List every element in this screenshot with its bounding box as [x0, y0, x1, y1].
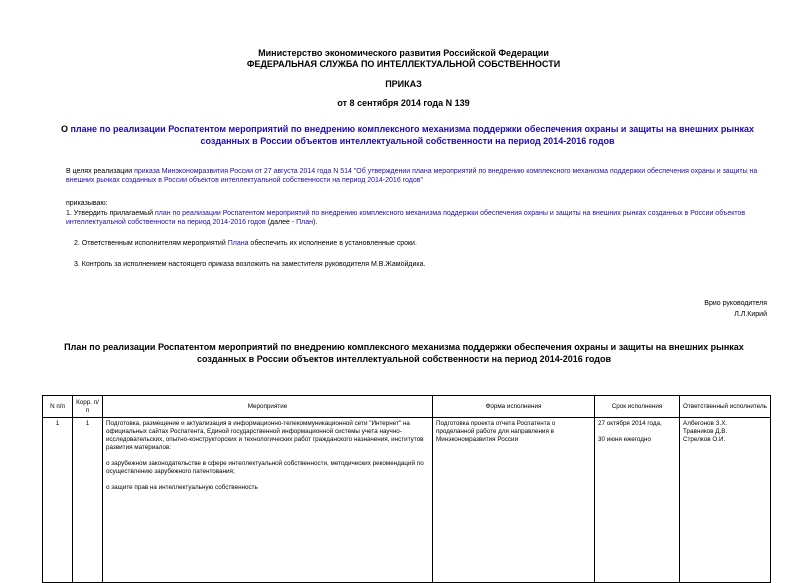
plan-table [42, 395, 771, 583]
cell-form: Подготовка проекта отчета Роспатента о проделанной работе для направления в Минэкономразвития России [433, 418, 595, 583]
item-2 [74, 239, 417, 248]
cell-n: 1 [43, 418, 73, 583]
item-1-plan-link[interactable]: план по реализации Роспатентом мероприятий по внедрению комплексного механизма поддержки обеспечения охраны и защиты на внешних рынках созданных в России объектов интеллектуальной собственности на период 2014-2016 годов [66, 210, 746, 226]
order-title-prefix: О [60, 124, 71, 134]
col-header-responsible: Ответственный исполнитель [680, 396, 771, 418]
activity-main: Подготовка, размещение и актуализация в информационно-телекоммуникационной сети "Интернет" на официальных сайтах Роспатента, Единой государственной информационной системы учета научно-исследовательских, опытно-конструкторских и технологических работ гражданского назначения, институтов развития материалов: [106, 420, 424, 451]
plan-title: План по реализации Роспатентом мероприятий по внедрению комплексного механизма поддержки обеспечения охраны и защиты на внешних рынках созданных в России объектов интеллектуальной собственности на период 2014-2016 годов [64, 342, 744, 364]
col-header-activity: Мероприятие [103, 396, 433, 418]
signature-role: Врио руководителя [704, 300, 767, 307]
ministry-name: Министерство экономического развития Российской Федерации [258, 48, 549, 58]
order-title-link[interactable]: плане по реализации Роспатентом мероприятий по внедрению комплексного механизма поддержки обеспечения охраны и защиты на внешних рынках созданных в России объектов интеллектуальной собственности на период 2014-2016 годов [70, 124, 755, 146]
doc-type: ПРИКАЗ [385, 79, 422, 89]
responsible-2: Травников Д.В. [683, 428, 728, 435]
responsible-3: Стрелков О.И. [683, 436, 726, 443]
item-1-mid: (далее - [265, 219, 297, 226]
term-2: 30 июня ежегодно [598, 436, 651, 443]
item-2-plan-link[interactable]: Плана [227, 240, 249, 247]
activity-sub-1: о зарубежном законодательстве в сфере интеллектуальной собственности, методических рекомендаций по осуществлению зарубежного патентования; [106, 460, 424, 475]
term-1: 27 октября 2014 года, [598, 420, 662, 427]
order-word: приказываю: [66, 200, 108, 207]
preamble-prefix: В целях реализации [66, 168, 135, 175]
col-header-corr: Корр. п/п [73, 396, 103, 418]
responsible-1: Албегонов З.Х. [683, 420, 728, 427]
signature-name: Л.Л.Кирий [734, 311, 767, 318]
item-2-prefix: 2. Ответственным исполнителям мероприятий [74, 240, 228, 247]
table-row [43, 418, 771, 583]
col-header-term: Срок исполнения [595, 396, 680, 418]
table-header-row [43, 396, 771, 418]
item-2-suffix: обеспечить их исполнение в установленные сроки. [248, 240, 417, 247]
cell-corr: 1 [73, 418, 103, 583]
order-title [50, 124, 765, 147]
cell-term [595, 418, 680, 583]
service-name: ФЕДЕРАЛЬНАЯ СЛУЖБА ПО ИНТЕЛЛЕКТУАЛЬНОЙ СОБСТВЕННОСТИ [246, 59, 561, 69]
preamble-link[interactable]: приказа Минэкономразвития России от 27 августа 2014 года N 514 "Об утверждении плана мероприятий по внедрению комплексного механизма поддержки обеспечения охраны и защиты на внешних рынках созданных в России объектов интеллектуальной собственности на период 2014-2016 годов" [66, 168, 758, 184]
cell-responsible [680, 418, 771, 583]
item-1 [66, 209, 766, 227]
item-1-plan-short-link[interactable]: План [296, 219, 313, 226]
item-3: 3. Контроль за исполнением настоящего приказа возложить на заместителя руководителя М.В.Жамойдика. [74, 261, 426, 268]
col-header-n: N п/п [43, 396, 73, 418]
cell-activity [103, 418, 433, 583]
preamble [66, 167, 766, 185]
item-1-suffix: ). [313, 219, 318, 226]
date-number: от 8 сентября 2014 года N 139 [337, 98, 470, 108]
item-1-prefix: 1. Утвердить прилагаемый [66, 210, 154, 217]
activity-sub-2: о защите прав на интеллектуальную собственность [106, 484, 258, 491]
col-header-form: Форма исполнения [433, 396, 595, 418]
